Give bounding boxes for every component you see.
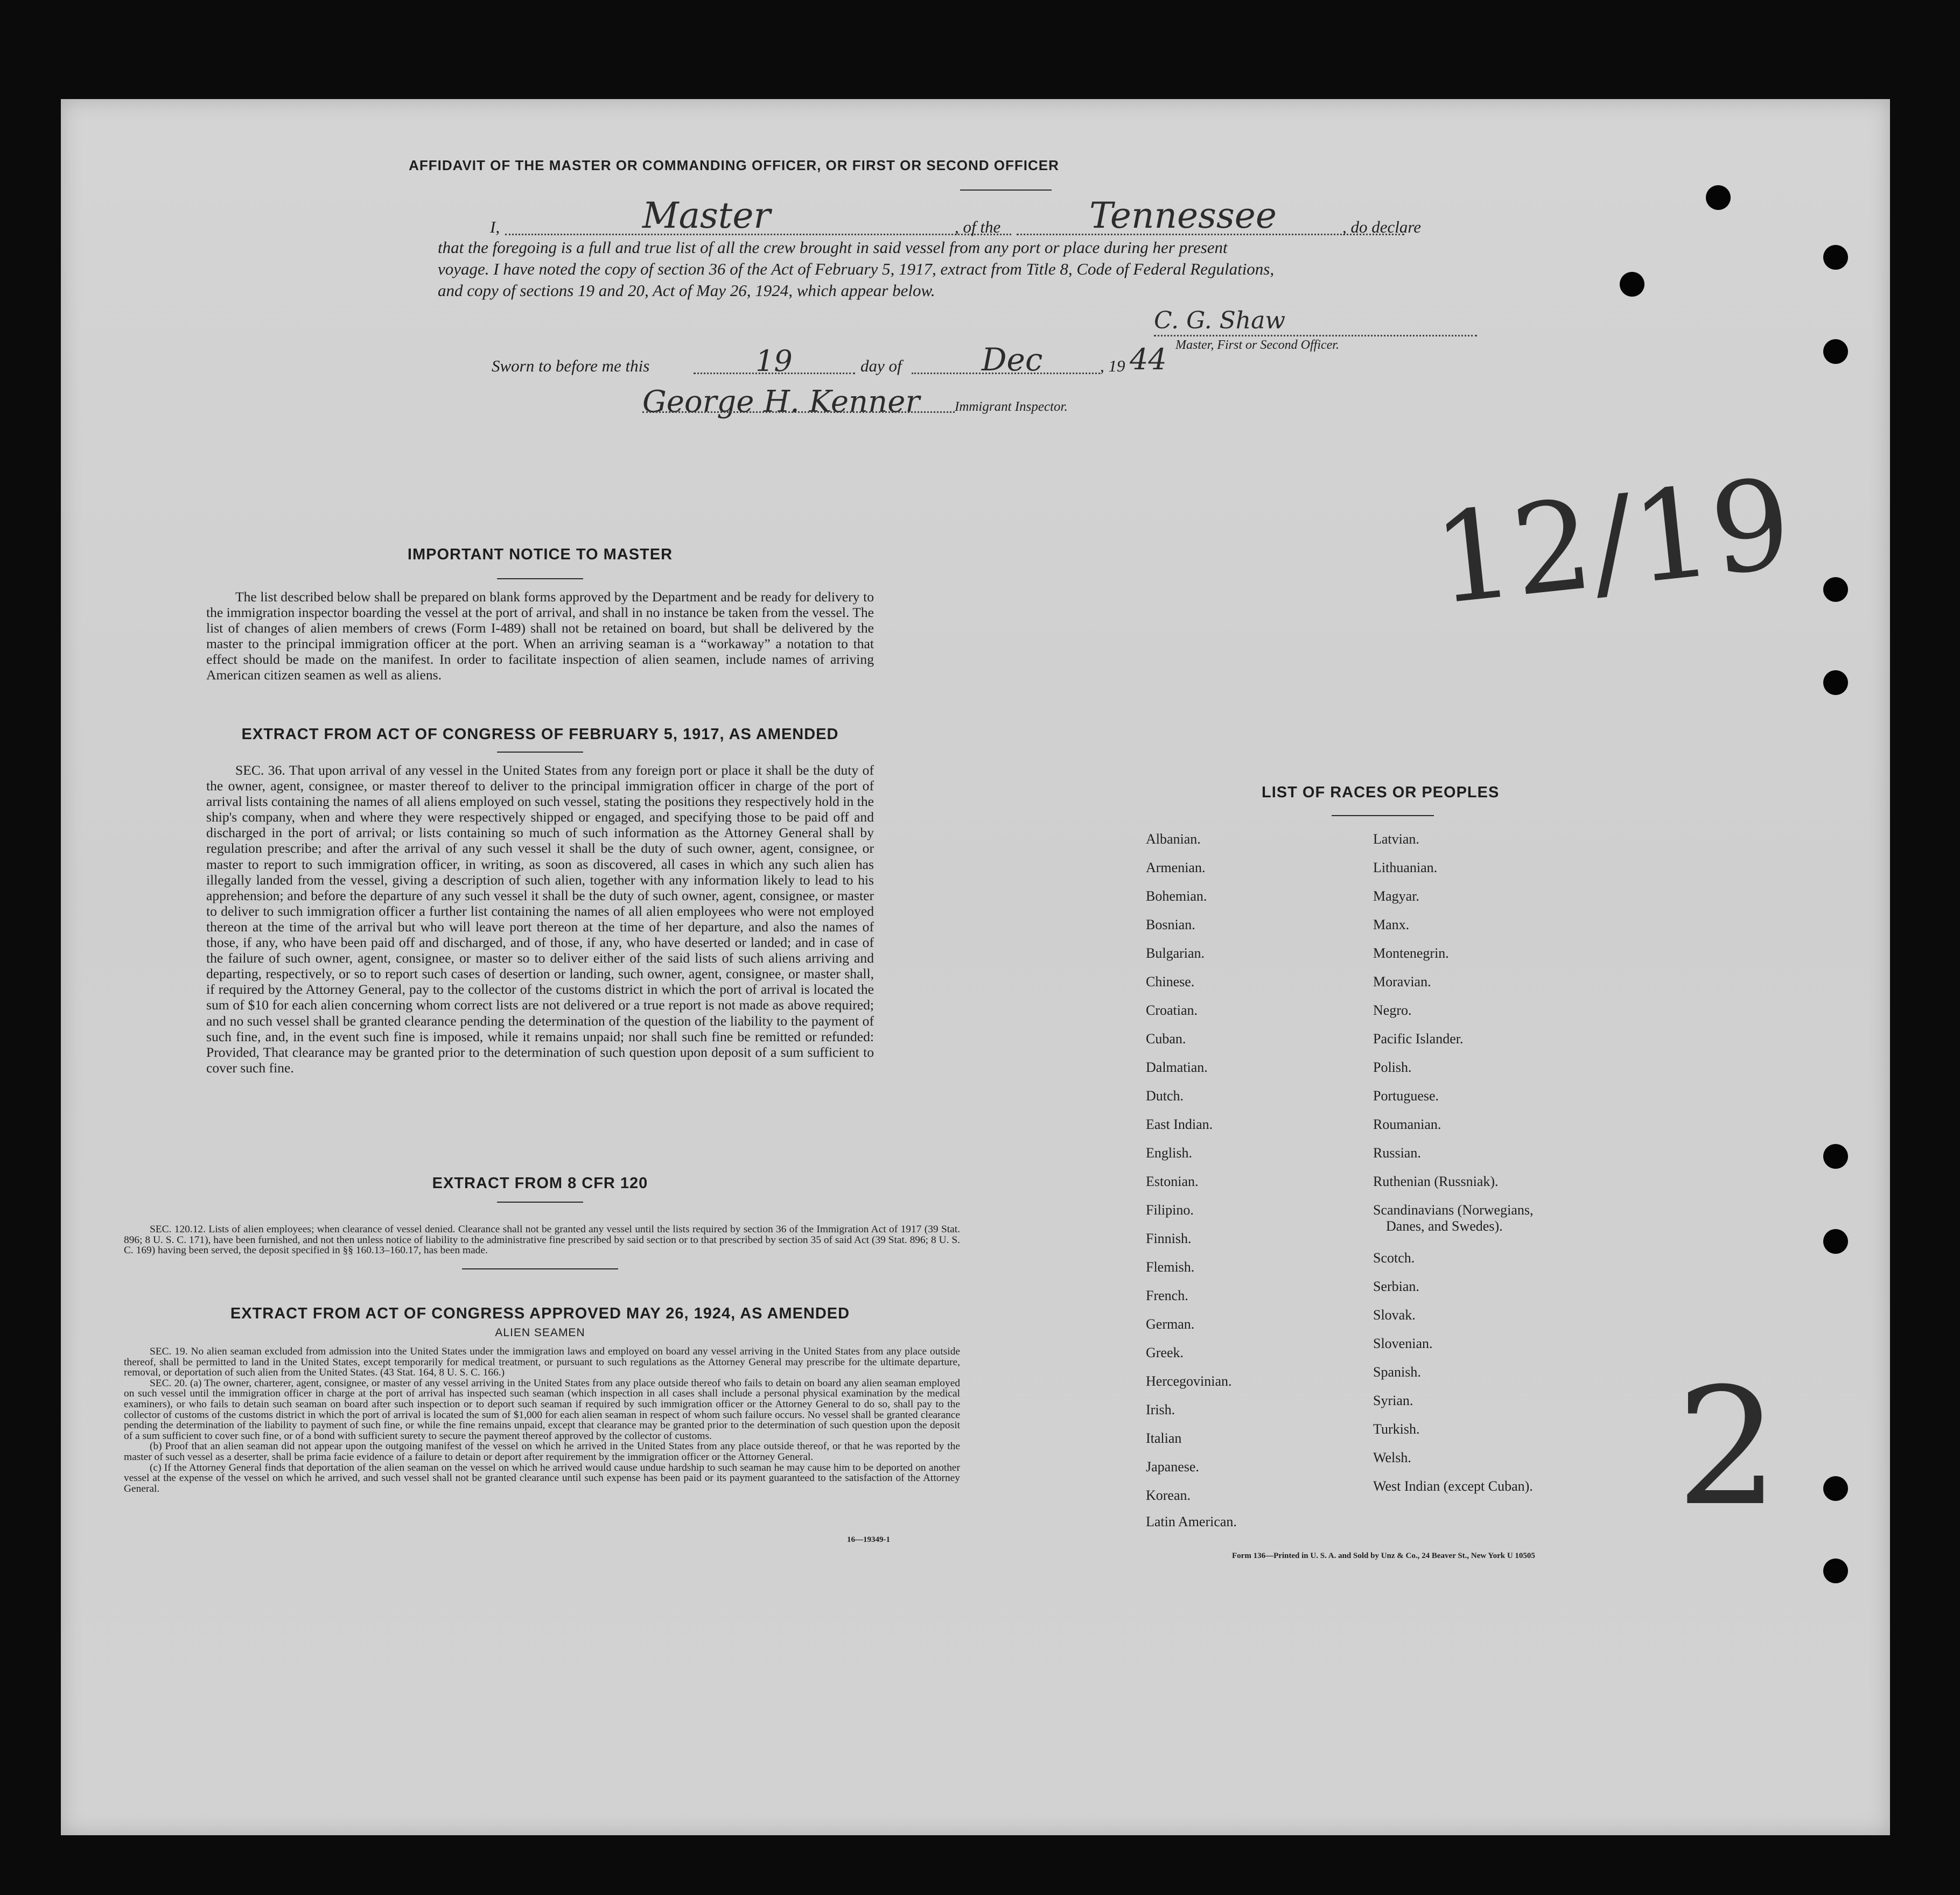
extract-cfr-text: SEC. 120.12. Lists of alien employees; when clearance of vessel denied. Clearance shall not be granted any vessel until the lists required by section 36 of the Immigration Act of 1917 (39 Stat. 896; 8 U. S. C. 171), have been furnished, and not then unless notice of liability to the administrative fine prescribed by said section or to that prescribed by section 35 of said Act (39 Stat. 896; 8 U. S. C. 169) having been served, the deposit specified in §§ 160.13–160.17, has been made. [124, 1224, 960, 1257]
extract-1917-text: SEC. 36. That upon arrival of any vessel in the United States from any foreign port or place it shall be the duty of the owner, agent, consignee, or master thereof to deliver to the principal immigration officer in charge of the port of arrival lists containing the names of all aliens employed on such vessel, stating the positions they respectively hold in the ship's company, when and where they were respectively shipped or engaged, and specifying those to be paid off and discharged in the port of arrival; or lists containing so much of such information as the Attorney General shall by regulation prescribe; and after the arrival of any such vessel it shall be the duty of such owner, agent, consignee, or master to report to such immigration officer, in writing, as soon as discovered, all cases in which any such alien has illegally landed from the vessel, giving a description of such alien, together with any information likely to lead to his apprehension; and before the departure of any such vessel it shall be the duty of such owner, agent, consignee, or master to deliver to such immigration officer a further list containing the names of all alien employees who were not employed thereon at the time of the arrival but who will leave port thereon at the time of her departure, and also the names of those, if any, who have been paid off and discharged, and of those, if any, who have deserted or landed; and in case of the failure of such owner, agent, consignee, or master so to deliver either of the said lists of such aliens arriving and departing, respectively, or so to report such cases of desertion or landing, such owner, agent, consignee, or master shall, if required by the Attorney General, pay to the collector of the customs district in which the port of arrival is located the sum of $10 for each alien concerning whom correct lists are not delivered or a true report is not made as above required; and no such vessel shall be granted clearance pending the determination of the question of the liability to the payment of such fine, and, in the event such fine is imposed, while it remains unpaid; nor shall such fine be remitted or refunded: Provided, That clearance may be granted prior to the determination of such question upon deposit of a sum sufficient to cover such fine. [206, 762, 874, 1076]
race-item: Serbian. [1373, 1279, 1419, 1294]
race-item: Japanese. [1146, 1459, 1199, 1475]
race-item: Bohemian. [1146, 888, 1207, 904]
race-item: Pacific Islander. [1373, 1031, 1464, 1047]
extract-1917-rule [497, 752, 583, 753]
extract-cfr-end-rule [462, 1268, 618, 1269]
extract-1924-title: EXTRACT FROM ACT OF CONGRESS APPROVED MAY 26, 1924, AS AMENDED [230, 1305, 850, 1322]
notice-rule [497, 578, 583, 579]
sec-20c-text: (c) If the Attorney General finds that deportation of the alien seaman on the vessel on which he arrived would cause undue hardship to such seaman he may cause him to be deported on another vessel at the expense of the vessel on which he arrived, and such vessel shall not be granted clearance until such expense has been paid or its payment guaranteed to the satisfaction of the Attorney General. [124, 1462, 960, 1494]
race-item: Portuguese. [1373, 1088, 1439, 1104]
affidavit-line-2: that the foregoing is a full and true list of all the crew brought in said vessel from any port or place during her present [438, 238, 1228, 257]
handwritten-date-note: 12/19 [1427, 452, 1797, 633]
affidavit-title: AFFIDAVIT OF THE MASTER OR COMMANDING OFFICER, OR FIRST OR SECOND OFFICER [409, 157, 1059, 173]
race-item: Magyar. [1373, 888, 1419, 904]
race-item: Negro. [1373, 1002, 1412, 1018]
extract-1924-subtitle: ALIEN SEAMEN [495, 1326, 585, 1339]
race-item: Bulgarian. [1146, 945, 1205, 961]
race-item: Chinese. [1146, 974, 1195, 989]
race-item: Roumanian. [1373, 1117, 1441, 1132]
inspector-blank [642, 411, 955, 413]
extract-cfr-title: EXTRACT FROM 8 CFR 120 [432, 1175, 648, 1192]
notice-text: The list described below shall be prepared on blank forms approved by the Department and be ready for delivery to the immigration inspector boarding the vessel at the port of arrival, and shall in no instance be taken from the vessel. The list of changes of alien members of crews (Form I-489) shall not be retained on board, but shall be delivered by the master to the principal immigration officer at the port. When an arriving seaman is a “workaway” a notation to that effect should be made on the manifest. In order to facilitate inspection of alien seamen, include names of arriving American citizen seamen as well as aliens. [206, 589, 874, 683]
race-item: Syrian. [1373, 1393, 1413, 1408]
do-declare-label: , do declare [1342, 217, 1422, 236]
race-item: Moravian. [1373, 974, 1431, 989]
signature-blank [1154, 335, 1477, 336]
punch-hole [1823, 245, 1848, 270]
extract-cfr-rule [497, 1202, 583, 1203]
extract-1917-title: EXTRACT FROM ACT OF CONGRESS OF FEBRUARY 5, 1917, AS AMENDED [241, 726, 839, 743]
race-item: Dutch. [1146, 1088, 1184, 1104]
races-right-list [1373, 831, 1696, 1639]
race-item: Slovak. [1373, 1307, 1416, 1323]
handwritten-page-number: 2 [1676, 1353, 1779, 1541]
sec-20a-text: SEC. 20. (a) The owner, charterer, agent, consignee, or master of any vessel arriving in the United States from any place outside thereof who fails to detain on board any alien seaman employed on such vessel until the immigration officer in charge at the port of arrival has inspected such seaman (which inspection in all cases shall include a personal physical examination by the medical examiners), or who fails to detain such seaman on board after such inspection or to deport such seaman if required by such immigration officer or the Attorney General to do so, shall pay to the collector of customs of the customs district in which the port of arrival is located the sum of $1,000 for each alien seaman in respect of whom such failure occurs. No vessel shall be granted clearance pending the determination of the liability to payment of such fine, or while the fine remains unpaid, except that clearance may be granted prior to the determination of such question upon the deposit of a sum sufficient to cover such fine, or of a bond with sufficient surety to secure the payment thereof approved by the collector of customs. [124, 1377, 960, 1442]
race-item-continuation: Danes, and Swedes). [1386, 1218, 1503, 1234]
race-item: Welsh. [1373, 1450, 1411, 1465]
affidavit-line-3: voyage. I have noted the copy of section 36 of the Act of February 5, 1917, extract from Title 8, Code of Federal Regulations, [438, 259, 1275, 278]
officer-caption: Master, First or Second Officer. [1175, 338, 1339, 352]
sec-19-text: SEC. 19. No alien seaman excluded from admission into the United States under the immigration laws and employed on board any vessel arriving in the United States from any place outside thereof, shall be permitted to land in the United States, except temporarily for medical treatment, or pursuant to such regulations as the Attorney General may prescribe for the ultimate departure, removal, or deportation of such alien from the United States. (43 Stat. 164, 8 U. S. C. 166.) [124, 1346, 960, 1379]
punch-hole [1706, 185, 1731, 210]
race-item: Dalmatian. [1146, 1059, 1208, 1075]
race-item: Irish. [1146, 1402, 1175, 1417]
handwritten-day: 19 [755, 344, 793, 378]
race-item: Turkish. [1373, 1421, 1420, 1437]
race-item: Greek. [1146, 1345, 1184, 1360]
affidavit-line-4: and copy of sections 19 and 20, Act of May 26, 1924, which appear below. [438, 281, 935, 300]
handwritten-vessel: Tennessee [1089, 195, 1277, 236]
race-item: West Indian (except Cuban). [1373, 1478, 1533, 1494]
sec-20b-text: (b) Proof that an alien seaman did not appear upon the outgoing manifest of the vessel on which he arrived in the United States from any place outside thereof, or that he was reported by the master of such vessel as a deserter, shall be prima facie evidence of a failure to detain or deport after requirement by the immigration officer or the Attorney General. [124, 1441, 960, 1463]
race-item: East Indian. [1146, 1117, 1213, 1132]
form-code: 16—19349-1 [847, 1535, 890, 1544]
race-item: Bosnian. [1146, 917, 1195, 932]
punch-hole [1823, 577, 1848, 602]
extract-1924-body [124, 1346, 960, 1494]
race-item: Spanish. [1373, 1364, 1421, 1380]
printer-footer: Form 136—Printed in U. S. A. and Sold by Unz & Co., 24 Beaver St., New York U 10505 [1232, 1552, 1535, 1560]
race-item: Hercegovinian. [1146, 1373, 1232, 1389]
race-item: Filipino. [1146, 1202, 1194, 1218]
race-item: Cuban. [1146, 1031, 1186, 1047]
race-item: Slovenian. [1373, 1336, 1433, 1351]
handwritten-month: Dec [982, 341, 1043, 378]
race-item: French. [1146, 1288, 1188, 1303]
inspector-caption: Immigrant Inspector. [955, 399, 1068, 414]
races-title: LIST OF RACES OR PEOPLES [1262, 784, 1500, 801]
officer-signature: C. G. Shaw [1154, 307, 1285, 334]
race-item: Estonian. [1146, 1174, 1199, 1189]
punch-hole [1823, 1559, 1848, 1583]
race-item: Armenian. [1146, 860, 1206, 875]
punch-hole [1620, 272, 1644, 297]
punch-hole [1823, 339, 1848, 364]
notice-title: IMPORTANT NOTICE TO MASTER [407, 546, 673, 563]
race-item: Lithuanian. [1373, 860, 1438, 875]
race-item: Ruthenian (Russniak). [1373, 1174, 1499, 1189]
races-left-list [1146, 831, 1361, 1639]
race-item: Korean. [1146, 1487, 1191, 1503]
races-rule [1332, 815, 1434, 816]
race-item: German. [1146, 1316, 1195, 1332]
race-item: Montenegrin. [1373, 945, 1449, 961]
year-prefix: , 19 [1100, 356, 1125, 375]
race-item: Manx. [1373, 917, 1410, 932]
sworn-label: Sworn to before me this [492, 356, 650, 375]
race-item: Croatian. [1146, 1002, 1198, 1018]
race-item: English. [1146, 1145, 1192, 1161]
race-item: Scandinavians (Norwegians, [1373, 1202, 1534, 1218]
inspector-signature: George H. Kenner [642, 384, 920, 419]
punch-hole [1823, 1144, 1848, 1169]
race-item: Flemish. [1146, 1259, 1195, 1275]
handwritten-year: 44 [1130, 342, 1167, 376]
race-item: Finnish. [1146, 1231, 1192, 1246]
race-item: Latin American. [1146, 1514, 1237, 1529]
race-item: Albanian. [1146, 831, 1201, 847]
affidavit-i-label: I, [490, 217, 500, 236]
handwritten-rank: Master [642, 195, 771, 236]
punch-hole [1823, 1229, 1848, 1254]
day-of-label: day of [860, 356, 902, 375]
document-page [61, 99, 1890, 1835]
punch-hole [1823, 1476, 1848, 1501]
race-item: Italian [1146, 1430, 1182, 1446]
race-item: Latvian. [1373, 831, 1419, 847]
race-item: Polish. [1373, 1059, 1412, 1075]
title-rule [960, 190, 1052, 191]
of-the-label: , of the [955, 217, 1001, 236]
punch-hole [1823, 670, 1848, 695]
race-item: Scotch. [1373, 1250, 1415, 1266]
race-item: Russian. [1373, 1145, 1421, 1161]
